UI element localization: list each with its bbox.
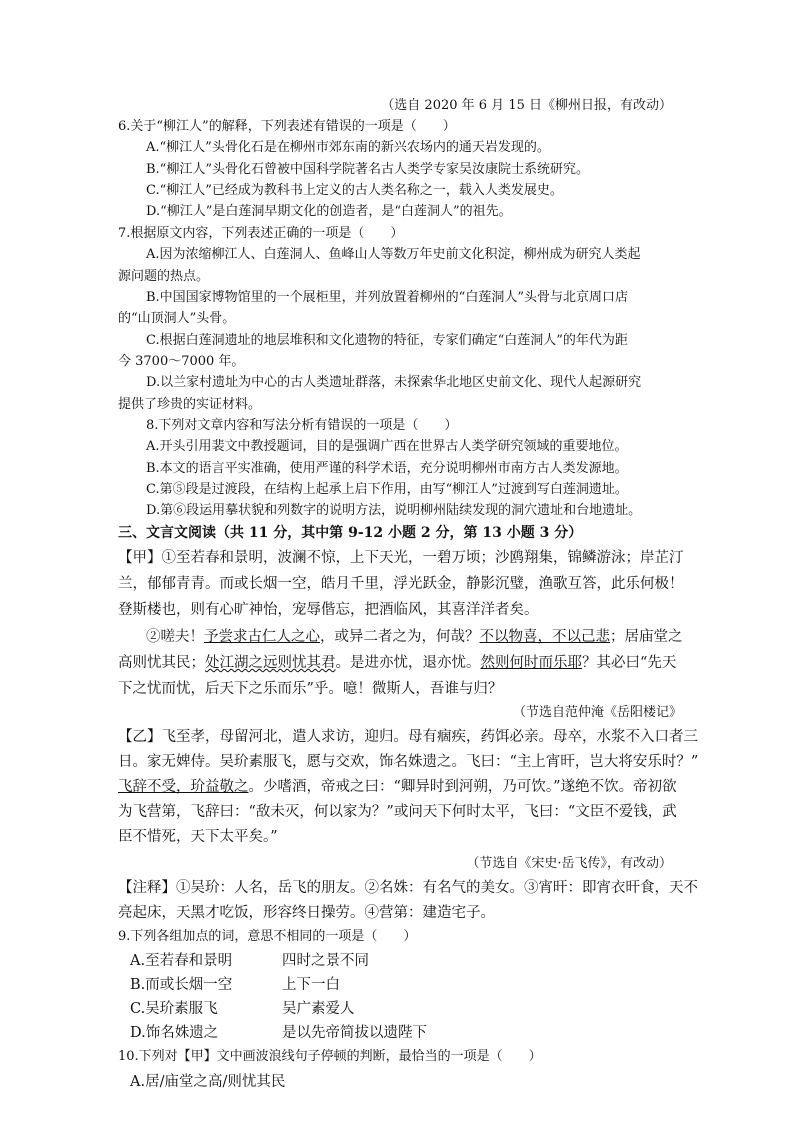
- jia-para-2-line-3: 下之忧而忧，后天下之乐而乐”乎。噫！微斯人，吾谁与归？: [118, 681, 503, 697]
- jia-p2l2-text-2: 。是进亦忧，退亦忧。: [335, 655, 481, 671]
- jia-p2-text-2: ；居庙堂之: [610, 629, 683, 645]
- yi-underlined-sentence: 飞辞不受，玠益敬之: [118, 779, 249, 795]
- q9-option-d: D.饰名姝遗之: [130, 1025, 219, 1041]
- q6-option-c: C.“柳江人”已经成为教科书上定义的古人类名称之一，载入人类发展史。: [146, 183, 563, 198]
- jia-para-2-line-2: [118, 653, 676, 673]
- q9-option-a-pair: 四时之景不同: [282, 953, 369, 969]
- jia-p2l2-text: 高则忧其民；: [118, 655, 205, 671]
- jia-underlined-phrase-3: 然则何时而乐耶: [480, 655, 582, 671]
- q7-option-c: C.根据白莲洞遗址的地层堆积和文化遗物的特征，专家们确定“白莲洞人”的年代为距: [146, 333, 628, 348]
- q7-stem: 7.根据原文内容，下列表述正确的一项是（ ）: [118, 226, 404, 241]
- passage-source: （选自 2020 年 6 月 15 日《柳州日报，有改动）: [381, 98, 672, 113]
- jia-wavy-underlined-sentence: 处江湖之远则忧其君: [205, 655, 336, 671]
- section-heading: 三、文言文阅读（共 11 分，其中第 9-12 小题 2 分，第 13 小题 3 分）: [118, 525, 583, 541]
- yi-line-3: [118, 777, 677, 797]
- q7-option-b: B.中国国家博物馆里的一个展柜里，并列放置着柳州的“白莲洞人”头骨与北京周口店: [146, 290, 628, 305]
- notes-line-2: 亮起床，天黑才吃饭，形容终日操劳。④营第：建造宅子。: [118, 905, 495, 921]
- yi-line-4: 为飞营第，飞辞曰：“敌未灭，何以家为？”或问天下何时太平，飞曰：“文臣不爱钱，武: [118, 804, 677, 820]
- notes-line-1: 【注释】①吴玠：人名，岳飞的朋友。②名姝：有名气的美女。③宵旰：即宵衣旰食，天不: [118, 880, 698, 896]
- jia-p2l2-text-3: ？其必曰“先天: [582, 655, 677, 671]
- jia-line-3: 登斯楼也，则有心旷神怡，宠辱偕忘，把酒临风，其喜洋洋者矣。: [118, 602, 539, 618]
- yi-source: （节选自《宋史·岳飞传》，有改动）: [466, 856, 672, 871]
- q8-option-a: A.开头引用裴文中教授题词，目的是强调广西在世界古人类学研究领域的重要地位。: [146, 439, 628, 454]
- q8-option-b: B.本文的语言平实准确，使用严谨的科学术语，充分说明柳州市南方古人类发源地。: [146, 461, 628, 476]
- q8-option-c: C.第⑤段是过渡段，在结构上起承上启下作用，由写“柳江人”过渡到写白莲洞遗址。: [146, 482, 628, 497]
- q6-option-b: B.“柳江人”头骨化石曾被中国科学院著名古人类学专家吴汝康院士系统研究。: [146, 162, 589, 177]
- jia-para-2-line-1: [146, 627, 683, 647]
- jia-line-2: 兰，郁郁青青。而或长烟一空，皓月千里，浮光跃金，静影沉璧，渔歌互答，此乐何极！: [118, 576, 684, 592]
- q9-option-a: A.至若春和景明: [130, 953, 233, 969]
- q9-option-c: C.吴玠素服飞: [130, 1001, 218, 1017]
- jia-underlined-phrase-2: 不以物喜，不以己悲: [479, 629, 610, 645]
- yi-line-5: 臣不惜死，天下太平矣。”: [118, 829, 278, 845]
- q10-stem: 10.下列对【甲】文中画波浪线句子停顿的判断，最恰当的一项是（ ）: [118, 1049, 542, 1064]
- yi-line-2: 日。家无婢侍。吴玠素服飞，愿与交欢，饰名姝遗之。飞曰：“主上宵旰，岂大将安乐时？”: [118, 754, 699, 770]
- q7-option-c-cont: 今 3700～7000 年。: [118, 354, 245, 369]
- q7-option-d-cont: 提供了珍贵的实证材料。: [118, 397, 262, 412]
- q8-option-d: D.第⑥段运用摹状貌和列数字的说明方法，说明柳州陆续发现的洞穴遗址和台地遗址。: [146, 503, 642, 518]
- q7-option-d: D.以兰家村遗址为中心的古人类遗址群落，未探索华北地区史前文化、现代人起源研究: [146, 375, 642, 390]
- yi-line-3-text: 。少嗜酒，帝戒之曰：“卿异时到河朔，乃可饮。”遂绝不饮。帝初欲: [248, 779, 677, 795]
- jia-p2-sigh: ②嗟夫！: [146, 629, 204, 645]
- q6-option-d: D.“柳江人”是白莲洞早期文化的创造者，是“白莲洞人”的祖先。: [146, 204, 512, 219]
- q9-option-c-pair: 吴广素爱人: [282, 1001, 355, 1017]
- q9-option-d-pair: 是以先帝简拔以遗陛下: [282, 1025, 427, 1041]
- yi-line-1: 【乙】飞至孝，母留河北，遣人求访，迎归。母有痼疾，药饵必亲。母卒，水浆不入口者三: [118, 729, 698, 745]
- jia-line-1: 【甲】①至若春和景明，波澜不惊，上下天光，一碧万顷；沙鸥翔集，锦鳞游泳；岸芷汀: [118, 550, 684, 566]
- q9-stem: 9.下列各组加点的词，意思不相同的一项是（ ）: [118, 929, 417, 944]
- q7-option-a-cont: 源问题的热点。: [118, 269, 210, 284]
- q8-stem: 8.下列对文章内容和写法分析有错误的一项是（ ）: [146, 418, 458, 433]
- q6-stem: 6.关于“柳江人”的解释，下列表述有错误的一项是（ ）: [118, 119, 456, 134]
- q10-option-a: A.居/庙堂之高/则忧其民: [130, 1074, 286, 1090]
- q9-option-b-pair: 上下一白: [282, 977, 340, 993]
- jia-source: （节选自范仲淹《岳阳楼记》: [512, 705, 682, 720]
- q6-option-a: A.“柳江人”头骨化石是在柳州市郊东南的新兴农场内的通天岩发现的。: [146, 140, 550, 155]
- q9-option-b: B.而或长烟一空: [130, 977, 233, 993]
- q7-option-b-cont: 的“山顶洞人”头骨。: [118, 311, 236, 326]
- q7-option-a: A.因为浓缩柳江人、白莲洞人、鱼峰山人等数万年史前文化积淀，柳州成为研究人类起: [146, 247, 641, 262]
- jia-p2-text: ，或异二者之为，何哉？: [320, 629, 480, 645]
- jia-underlined-phrase-1: 予尝求古仁人之心: [204, 629, 320, 645]
